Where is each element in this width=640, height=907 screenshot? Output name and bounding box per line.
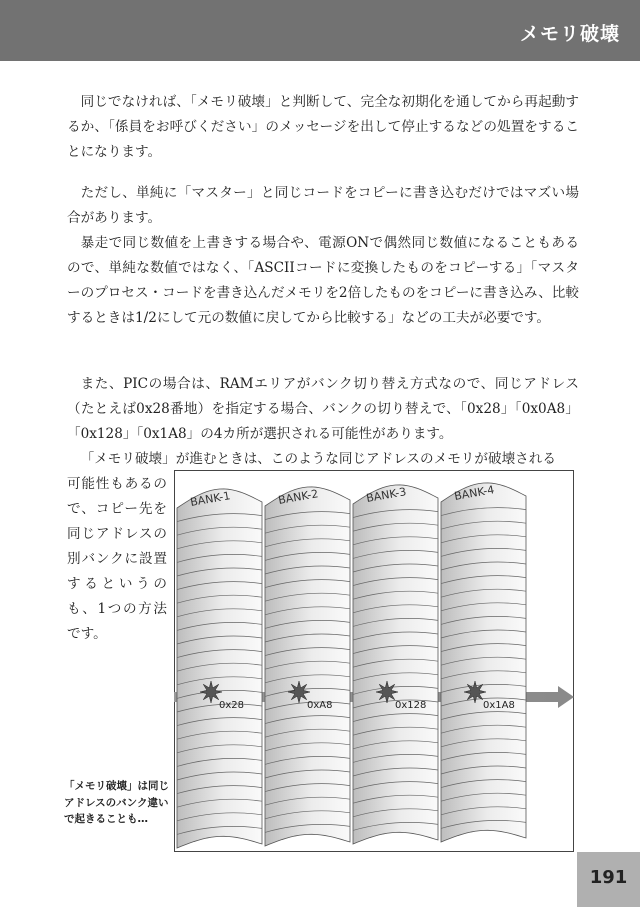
bank-address-label: 0x128 [395,700,427,711]
bank-body [353,485,438,844]
page-number: 191 [589,867,628,888]
bank-label: BANK-3 [365,485,408,505]
paragraph-4: また、PICの場合は、RAMエリアがバンク切り替え方式なので、同じアドレス（たとえば0x28番地）を指定する場合、バンクの切り替えで、「0x28」「0x0A8」「0x128」「0x1A8」の4カ所が選択される可能性があります。 [67,376,579,442]
memory-bank-2 [265,487,350,846]
memory-bank-1 [177,489,262,848]
memory-bank-figure [174,470,574,852]
bank-body [441,483,526,842]
bank-address-label: 0x28 [219,700,245,711]
paragraph-1: 同じでなければ、「メモリ破壊」と判断して、完全な初期化を通してから再起動するか、「係員をお呼びください」のメッセージを出して停止するなどの処置をすることになります。 [67,94,579,160]
chapter-header [0,0,640,61]
bank-label: BANK-4 [453,483,496,503]
paragraph-5: 「メモリ破壊」が進むときは、このような同じアドレスのメモリが破壊される [80,451,556,467]
chapter-title: メモリ破壊 [519,23,620,45]
memory-bank-4 [441,483,526,842]
side-paragraph: 可能性もあるので、コピー先を同じアドレスの別バンクに設置するというのも、1つの方法です。 [67,476,167,642]
memory-bank-3 [353,485,438,844]
bank-address-label: 0xA8 [307,700,333,711]
bank-label: BANK-2 [277,487,320,507]
figure-caption: 「メモリ破壊」は同じアドレスのバンク違いで起きることも… [64,780,169,825]
bank-label: BANK-1 [189,489,232,509]
bank-body [265,487,350,846]
bank-body [177,489,262,848]
paragraph-2: ただし、単純に「マスター」と同じコードをコピーに書き込むだけではマズい場合があります。 [67,185,579,226]
page-number-box [577,852,640,907]
bank-address-label: 0x1A8 [483,700,515,711]
paragraph-3: 暴走で同じ数値を上書きする場合や、電源ONで偶然同じ数値になることもあるので、単純な数値ではなく、「ASCIIコードに変換したものをコピーする」「マスターのプロセス・コードを書き込んだメモリを2倍したものをコピーに書き込み、比較するときは1/2にして元の数値に戻してから比較する」などの工夫が必要です。 [67,235,579,326]
